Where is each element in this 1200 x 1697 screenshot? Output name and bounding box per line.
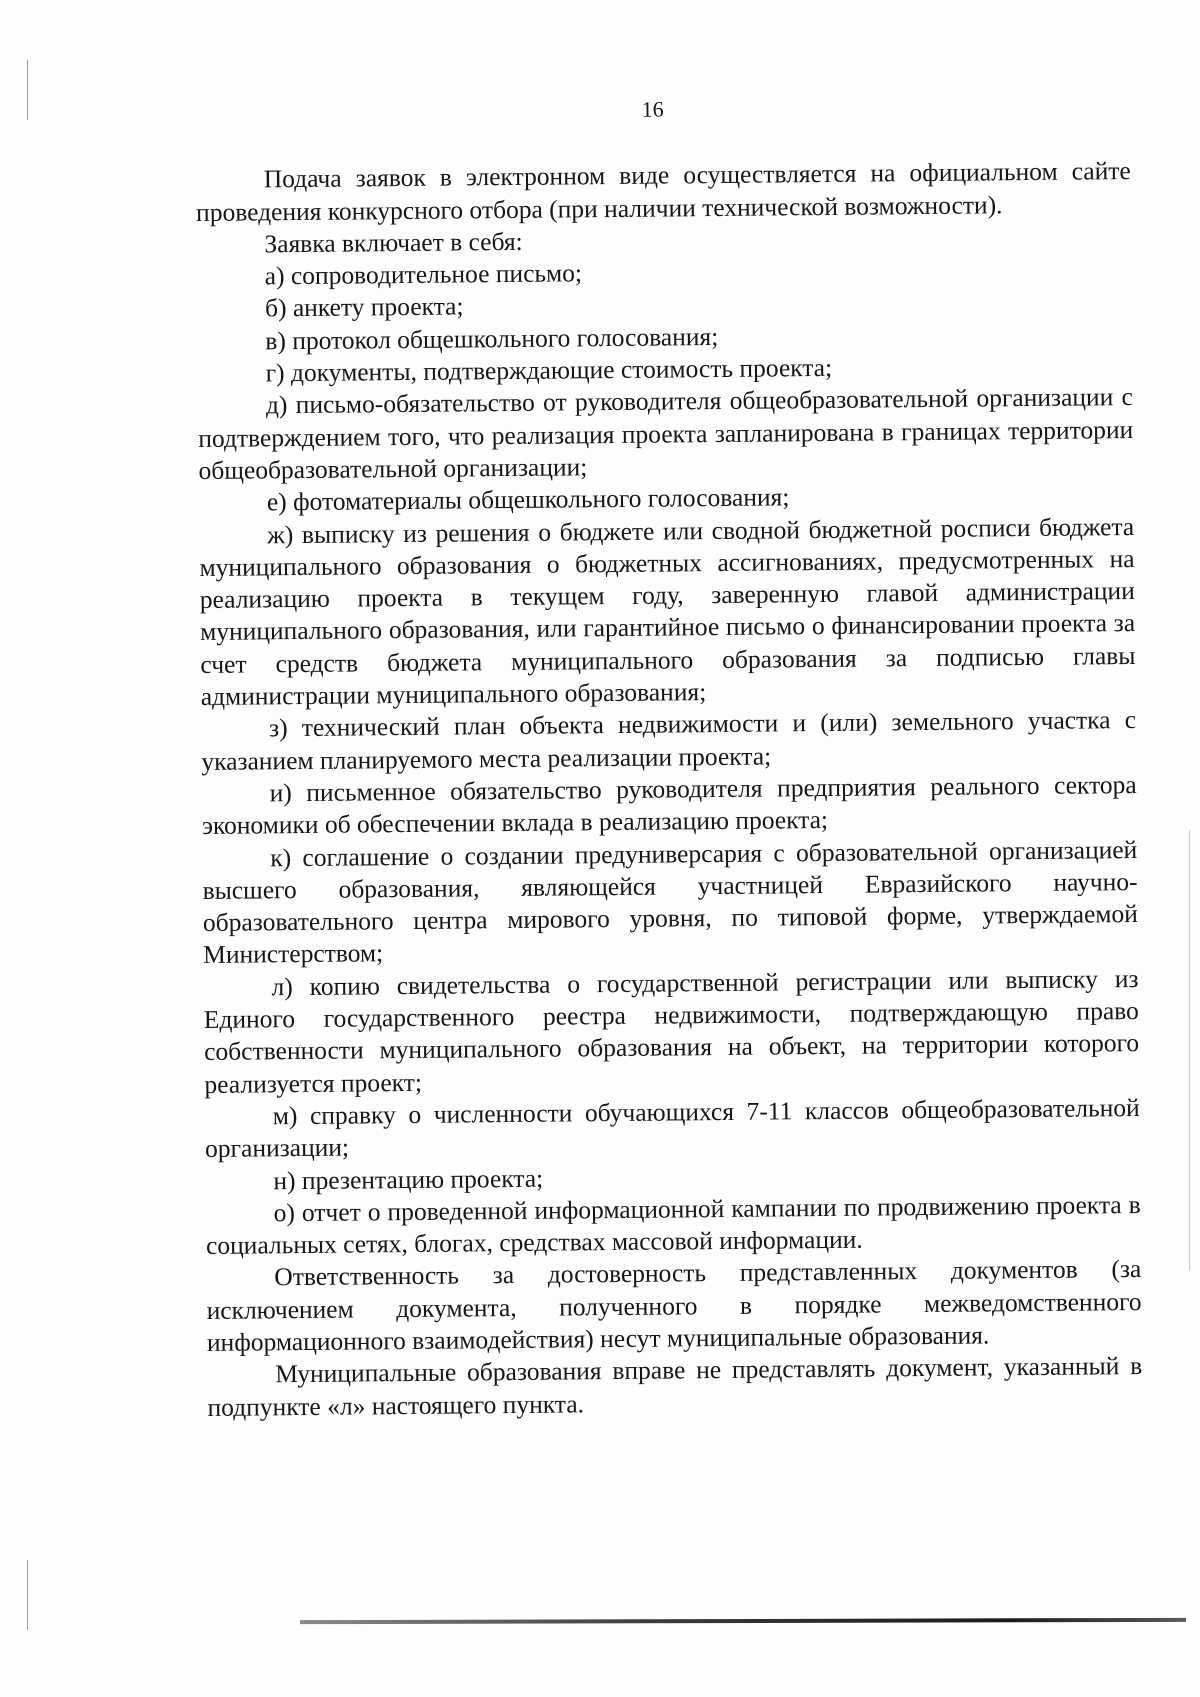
scan-edge-mark-top	[27, 60, 28, 120]
list-item-e: е) фотоматериалы общешкольного голосования;	[266, 482, 790, 517]
scan-edge-mark-right	[1189, 830, 1190, 1270]
document-body	[195, 89, 1143, 1424]
list-item-l: л) копию свидетельства о государственной регистрации или выписку из Единого государственного реестра недвижимости, подтверждающую право собственности муниципального образования на объект, на территории которого реализуется проект;	[203, 963, 1140, 1099]
list-item-i: и) письменное обязательство руководителя предприятия реального сектора экономики об обеспечении вклада в реализацию проекта;	[201, 769, 1137, 841]
list-item-d: д) письмо-обязательство от руководителя общеобразовательной организации с подтверждением того, что реализация проекта запланирована в границах территории общеобразовательной организации;	[198, 382, 1134, 485]
list-item-g: г) документы, подтверждающие стоимость проекта;	[265, 352, 833, 388]
list-item-a: а) сопроводительное письмо;	[264, 258, 583, 291]
list-item-n: н) презентацию проекта;	[273, 1163, 544, 1195]
paragraph-responsibility: Ответственность за достоверность представленных документов (за исключением документа, полученного в порядке межведомственного информационного взаимодействия) несут муниципальные образования.	[206, 1254, 1142, 1357]
list-item-b: б) анкету проекта;	[264, 291, 464, 323]
paragraph-municipal-right: Муниципальные образования вправе не представлять документ, указанный в подпункте «л» настоящего пункта.	[207, 1351, 1143, 1422]
scan-bottom-rule	[300, 1618, 1186, 1624]
list-item-zh: ж) выписку из решения о бюджете или сводной бюджетной росписи бюджета муниципального образования о бюджетных ассигнованиях, предусмотренных на реализацию проекта в текущем году, заверенную главой администрации муниципального образования, или гарантийное письмо о финансировании проекта за счет средств бюджета муниципального образования за подписью главы администрации муниципального образования;	[199, 511, 1136, 712]
paragraph-application-includes: Заявка включает в себя:	[264, 226, 523, 259]
list-item-v: в) протокол общешкольного голосования;	[265, 321, 719, 356]
page-number: 16	[641, 96, 664, 122]
list-item-m: м) справку о численности обучающихся 7-11 классов общеобразовательной организации;	[204, 1092, 1140, 1164]
list-item-k: к) соглашение о создании предуниверсария с образовательной организацией высшего образования, являющейся участницей Евразийского научно-образовательного центра мирового уровня, по типовой форме, утверждаемой Министерством;	[202, 834, 1139, 970]
list-item-z: з) технический план объекта недвижимости и (или) земельного участка с указанием планируемого места реализации проекта;	[201, 705, 1137, 776]
list-item-o: о) отчет о проведенной информационной кампании по продвижению проекта в социальных сетях, блогах, средствах массовой информации.	[205, 1189, 1141, 1261]
paragraph-submission-electronic: Подача заявок в электронном виде осуществляется на официальном сайте проведения конкурсного отбора (при наличии технической возможности).	[195, 156, 1131, 227]
scan-edge-mark-bottom	[27, 1560, 28, 1630]
